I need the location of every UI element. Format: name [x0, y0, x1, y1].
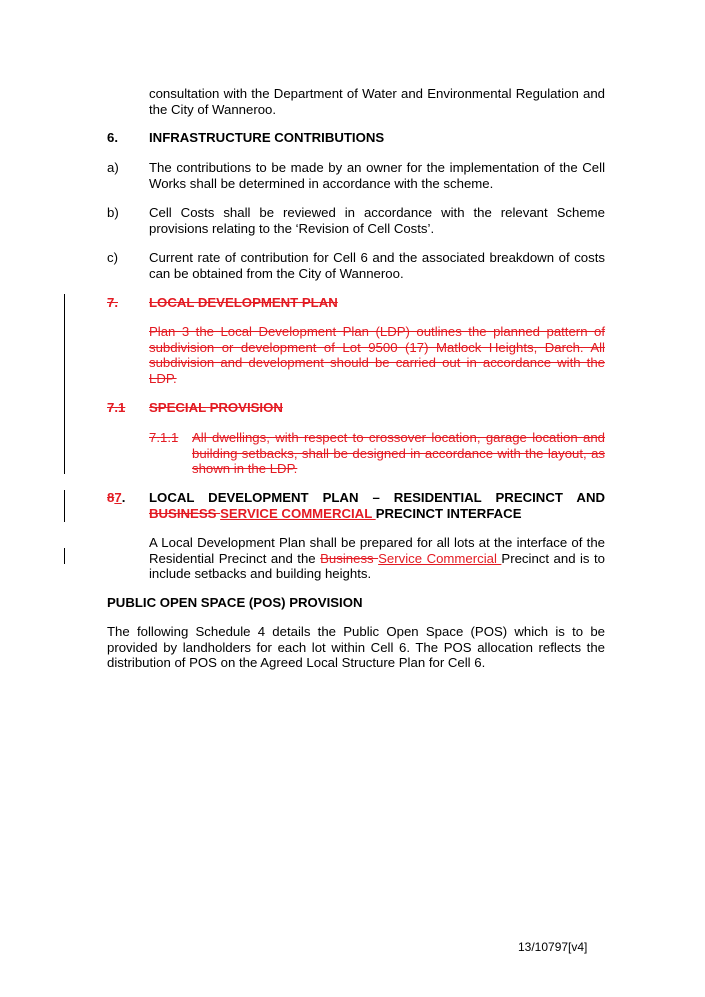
section-7-1-title: SPECIAL PROVISION [149, 400, 283, 415]
section-8-body-part-1: A Local Development Plan shall be prepared for all lots at the interface of the Residential Precinct and the [149, 535, 605, 566]
intro-paragraph: consultation with the Department of Water and Environmental Regulation and the City of Wanneroo. [149, 86, 605, 117]
pos-title: PUBLIC OPEN SPACE (POS) PROVISION [107, 595, 363, 610]
item-a-label: a) [107, 160, 119, 175]
section-8-body-part-2: Precinct and is to include setbacks and building heights. [149, 550, 605, 581]
section-8-number [107, 490, 125, 506]
section-7-1-1-text: All dwellings, with respect to crossover location, garage location and building setbacks, shall be designed in accordance with the layout, as shown in the LDP. [192, 430, 605, 476]
item-a-text: The contributions to be made by an owner for the implementation of the Cell Works shall be determined in accordance with the scheme. [149, 160, 605, 191]
section-7-1-1-number: 7.1.1 [149, 430, 179, 445]
section-number-deleted: 8 [107, 490, 115, 505]
section-number-suffix: . [121, 490, 126, 505]
body-inserted-text: Service Commercial [378, 550, 502, 566]
item-b-label: b) [107, 205, 119, 220]
change-bar-section-8-heading [64, 490, 65, 522]
section-number-inserted: 7 [114, 490, 122, 505]
title-inserted-text: SERVICE COMMERCIAL [220, 505, 376, 521]
item-c-text: Current rate of contribution for Cell 6 and the associated breakdown of costs can be obtained from the City of Wanneroo. [149, 250, 605, 281]
pos-body: The following Schedule 4 details the Public Open Space (POS) which is to be provided by landholders for each lot within Cell 6. The POS allocation reflects the distribution of POS on the Agreed Local Structure Plan for Cell 6. [107, 624, 605, 670]
section-8-title-line-2: PRECINCT INTERFACE [375, 505, 522, 521]
change-bar-section-7 [64, 294, 65, 474]
section-8-title [149, 490, 605, 521]
section-7-number: 7. [107, 295, 118, 310]
section-6-title: INFRASTRUCTURE CONTRIBUTIONS [149, 130, 385, 145]
section-8-title-line-1: LOCAL DEVELOPMENT PLAN – RESIDENTIAL PRECINCT AND [149, 490, 605, 505]
section-7-body: Plan 3 the Local Development Plan (LDP) outlines the planned pattern of subdivision or development of Lot 9500 (17) Matlock Heights, Darch. All subdivision and development should be carried out in accordance with the LDP. [149, 324, 605, 386]
title-deleted-text: BUSINESS [149, 505, 221, 521]
change-bar-section-8-body [64, 548, 65, 564]
item-c-label: c) [107, 250, 118, 265]
document-reference: 13/10797[v4] [518, 940, 588, 954]
section-7-1-number: 7.1 [107, 400, 126, 415]
section-7-title: LOCAL DEVELOPMENT PLAN [149, 295, 338, 310]
section-6-number: 6. [107, 130, 118, 145]
item-b-text: Cell Costs shall be reviewed in accordance with the relevant Scheme provisions relating to the ‘Revision of Cell Costs’. [149, 205, 605, 236]
section-8-body [149, 535, 605, 582]
body-deleted-text: Business [320, 550, 379, 566]
